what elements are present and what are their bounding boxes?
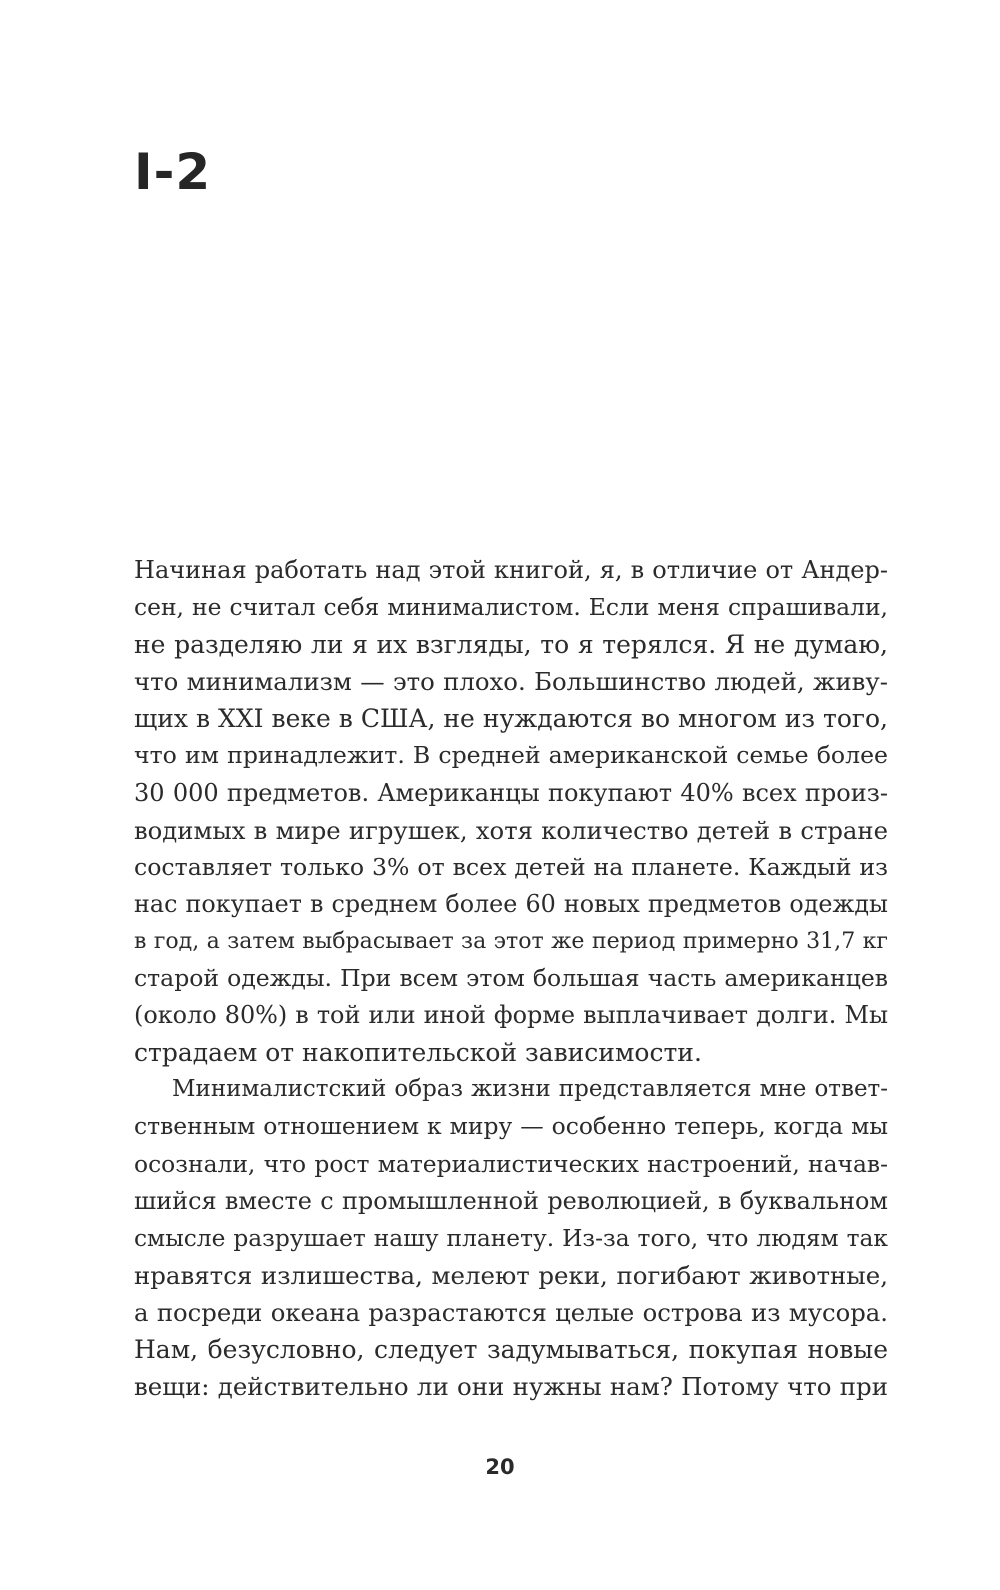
chapter-number: I-2 <box>134 143 212 201</box>
text-line: что минимализм — это плохо. Большинство людей, живу- <box>134 667 888 697</box>
text-line: не разделяю ли я их взгляды, то я терялся. Я не думаю, <box>134 630 888 660</box>
text-line: Минималистский образ жизни представляется мне ответ- <box>172 1076 888 1103</box>
text-line: щих в XXI веке в США, не нуждаются во многом из того, <box>134 704 888 734</box>
paragraph-1 <box>134 552 888 1071</box>
text-line: вещи: действительно ли они нужны нам? Потому что при <box>134 1372 888 1402</box>
text-line: нравятся излишества, мелеют реки, погибают животные, <box>134 1260 888 1290</box>
text-line: а посреди океана разрастаются целые острова из мусора. <box>134 1297 888 1327</box>
body-text <box>134 552 888 1405</box>
text-line: сен, не считал себя минималистом. Если меня спрашивали, <box>134 593 888 622</box>
text-line: что им принадлежит. В средней американской семье более <box>134 741 888 770</box>
text-line: осознали, что рост материалистических настроений, начав- <box>134 1149 888 1178</box>
text-line: ственным отношением к миру — особенно теперь, когда мы <box>134 1112 888 1141</box>
page-number: 20 <box>485 1455 515 1479</box>
text-line: составляет только 3% от всех детей на планете. Каждый из <box>134 852 888 881</box>
text-line: старой одежды. При всем этом большая часть американцев <box>134 964 888 993</box>
text-line: (около 80%) в той или иной форме выплачивает долги. Мы <box>134 1001 888 1030</box>
text-line: страдаем от накопительской зависимости. <box>134 1038 702 1068</box>
text-line: шийся вместе с промышленной революцией, в буквальном <box>134 1186 888 1215</box>
text-line: в год, а затем выбрасывает за этот же период примерно 31,7 кг <box>134 928 888 954</box>
text-line: 30 000 предметов. Американцы покупают 40% всех произ- <box>134 778 888 807</box>
paragraph-2 <box>134 1071 888 1405</box>
text-line: Нам, безусловно, следует задумываться, покупая новые <box>134 1334 888 1364</box>
text-line: Начиная работать над этой книгой, я, в отличие от Андер- <box>134 556 888 584</box>
text-line: водимых в мире игрушек, хотя количество детей в стране <box>134 815 888 845</box>
text-line: смысле разрушает нашу планету. Из-за того, что людям так <box>134 1224 888 1252</box>
text-line: нас покупает в среднем более 60 новых предметов одежды <box>134 889 888 918</box>
